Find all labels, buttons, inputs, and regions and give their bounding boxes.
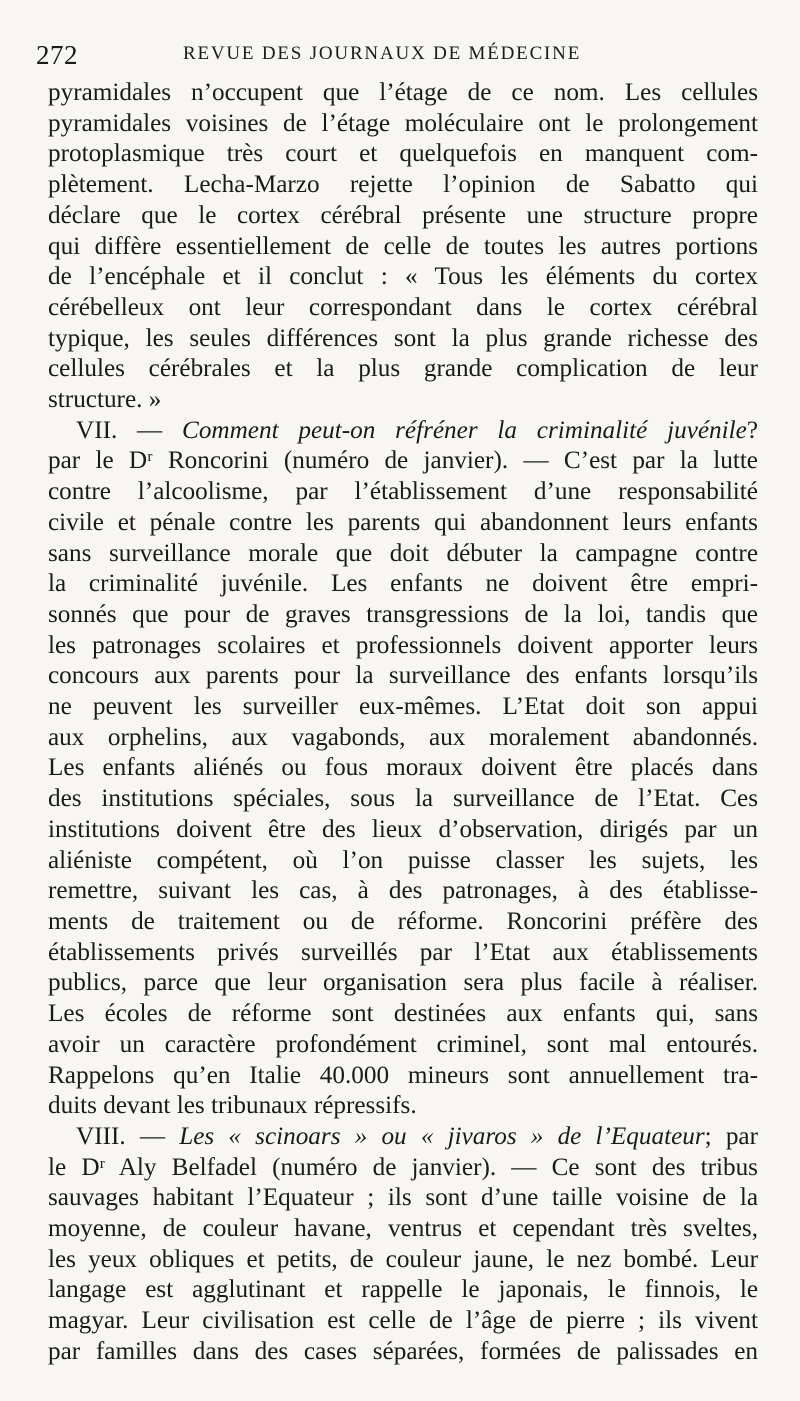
text-line: concours aux parents pour la surveillance des enfants lorsqu’ils [48, 662, 758, 690]
text-line: la criminalité juvénile. Les enfants ne doivent être empri- [48, 570, 758, 598]
text-line: sans surveillance morale que doit débuter la campagne contre [48, 539, 758, 567]
text-line: les yeux obliques et petits, de couleur jaune, le nez bombé. Leur [48, 1245, 758, 1273]
text-line: les patronages scolaires et professionnels doivent apporter leurs [48, 631, 758, 659]
text-line: magyar. Leur civilisation est celle de l’âge de pierre ; ils vivent [48, 1307, 758, 1335]
text-line: moyenne, de couleur havane, ventrus et cependant très sveltes, [48, 1215, 758, 1243]
text-line: le Dʳ Aly Belfadel (numéro de janvier). — Ce sont des tribus [48, 1153, 758, 1181]
running-head [36, 28, 758, 78]
text-line: Les enfants aliénés ou fous moraux doivent être placés dans [48, 754, 758, 782]
text-line: cérébelleux ont leur correspondant dans le cortex cérébral [48, 293, 758, 321]
text-line: structure. » [48, 386, 162, 414]
text-line: ments de traitement ou de réforme. Roncorini préfère des [48, 907, 758, 935]
text-line: par le Dʳ Roncorini (numéro de janvier). — C’est par la lutte [48, 447, 758, 475]
text-line: déclare que le cortex cérébral présente une structure propre [48, 201, 758, 229]
journal-title: REVUE DES JOURNAUX DE MÉDECINE [183, 43, 582, 64]
text-line: publics, parce que leur organisation sera plus facile à réaliser. [48, 969, 758, 997]
text-line: remettre, suivant les cas, à des patronages, à des établisse- [48, 877, 758, 905]
section-heading-vii [48, 416, 758, 447]
text-line: protoplasmique très court et quelquefois en manquent com- [48, 140, 758, 168]
text-line: civile et pénale contre les parents qui abandonnent leurs enfants [48, 508, 758, 536]
text-line: pyramidales voisines de l’étage moléculaire ont le prolongement [48, 109, 758, 137]
text-line: contre l’alcoolisme, par l’établissement d’une responsabilité [48, 478, 758, 506]
text-line: avoir un caractère profondément criminel, sont mal entourés. [48, 1030, 758, 1058]
text-line: par familles dans des cases séparées, formées de palissades en [48, 1337, 758, 1365]
text-line: langage est agglutinant et rappelle le japonais, le finnois, le [48, 1276, 758, 1304]
section-title: Les « scinoars » ou « jivaros » de l’Equateur [179, 1122, 705, 1150]
text-line: Les écoles de réforme sont destinées aux enfants qui, sans [48, 1000, 758, 1028]
text-line: qui diffère essentiellement de celle de toutes les autres portions [48, 232, 758, 260]
section-title: Comment peut-on réfréner la criminalité juvénile [182, 416, 747, 444]
text-line: duits devant les tribunaux répressifs. [48, 1092, 417, 1120]
section-heading-viii [48, 1122, 758, 1153]
text-line: aliéniste compétent, où l’on puisse classer les sujets, les [48, 846, 758, 874]
text-line: des institutions spéciales, sous la surveillance de l’Etat. Ces [48, 785, 758, 813]
text-line: sauvages habitant l’Equateur ; ils sont d’une taille voisine de la [48, 1184, 758, 1212]
text-line: aux orphelins, aux vagabonds, aux moralement abandonnés. [48, 723, 758, 751]
text-line: sonnés que pour de graves transgressions de la loi, tandis que [48, 600, 758, 628]
page-number: 272 [36, 40, 78, 70]
section-number: VIII. — [76, 1122, 180, 1150]
text-line: typique, les seules différences sont la plus grande richesse des [48, 324, 758, 352]
text-line: établissements privés surveillés par l’Etat aux établissements [48, 938, 758, 966]
text-line: ne peuvent les surveiller eux-mêmes. L’Etat doit son appui [48, 693, 758, 721]
text-line: cellules cérébrales et la plus grande complication de leur [48, 355, 758, 383]
section-punctuation: ; par [704, 1122, 758, 1150]
text-line: pyramidales n’occupent que l’étage de ce nom. Les cellules [48, 79, 758, 106]
text-line: Rappelons qu’en Italie 40.000 mineurs sont annuellement tra- [48, 1061, 758, 1089]
article-text [48, 78, 758, 1368]
text-line: institutions doivent être des lieux d’observation, dirigés par un [48, 815, 758, 843]
text-line: de l’encéphale et il conclut : « Tous les éléments du cortex [48, 263, 758, 291]
section-number: VII. — [76, 416, 183, 444]
section-punctuation: ? [746, 416, 759, 444]
text-line: plètement. Lecha-Marzo rejette l’opinion de Sabatto qui [48, 171, 758, 199]
